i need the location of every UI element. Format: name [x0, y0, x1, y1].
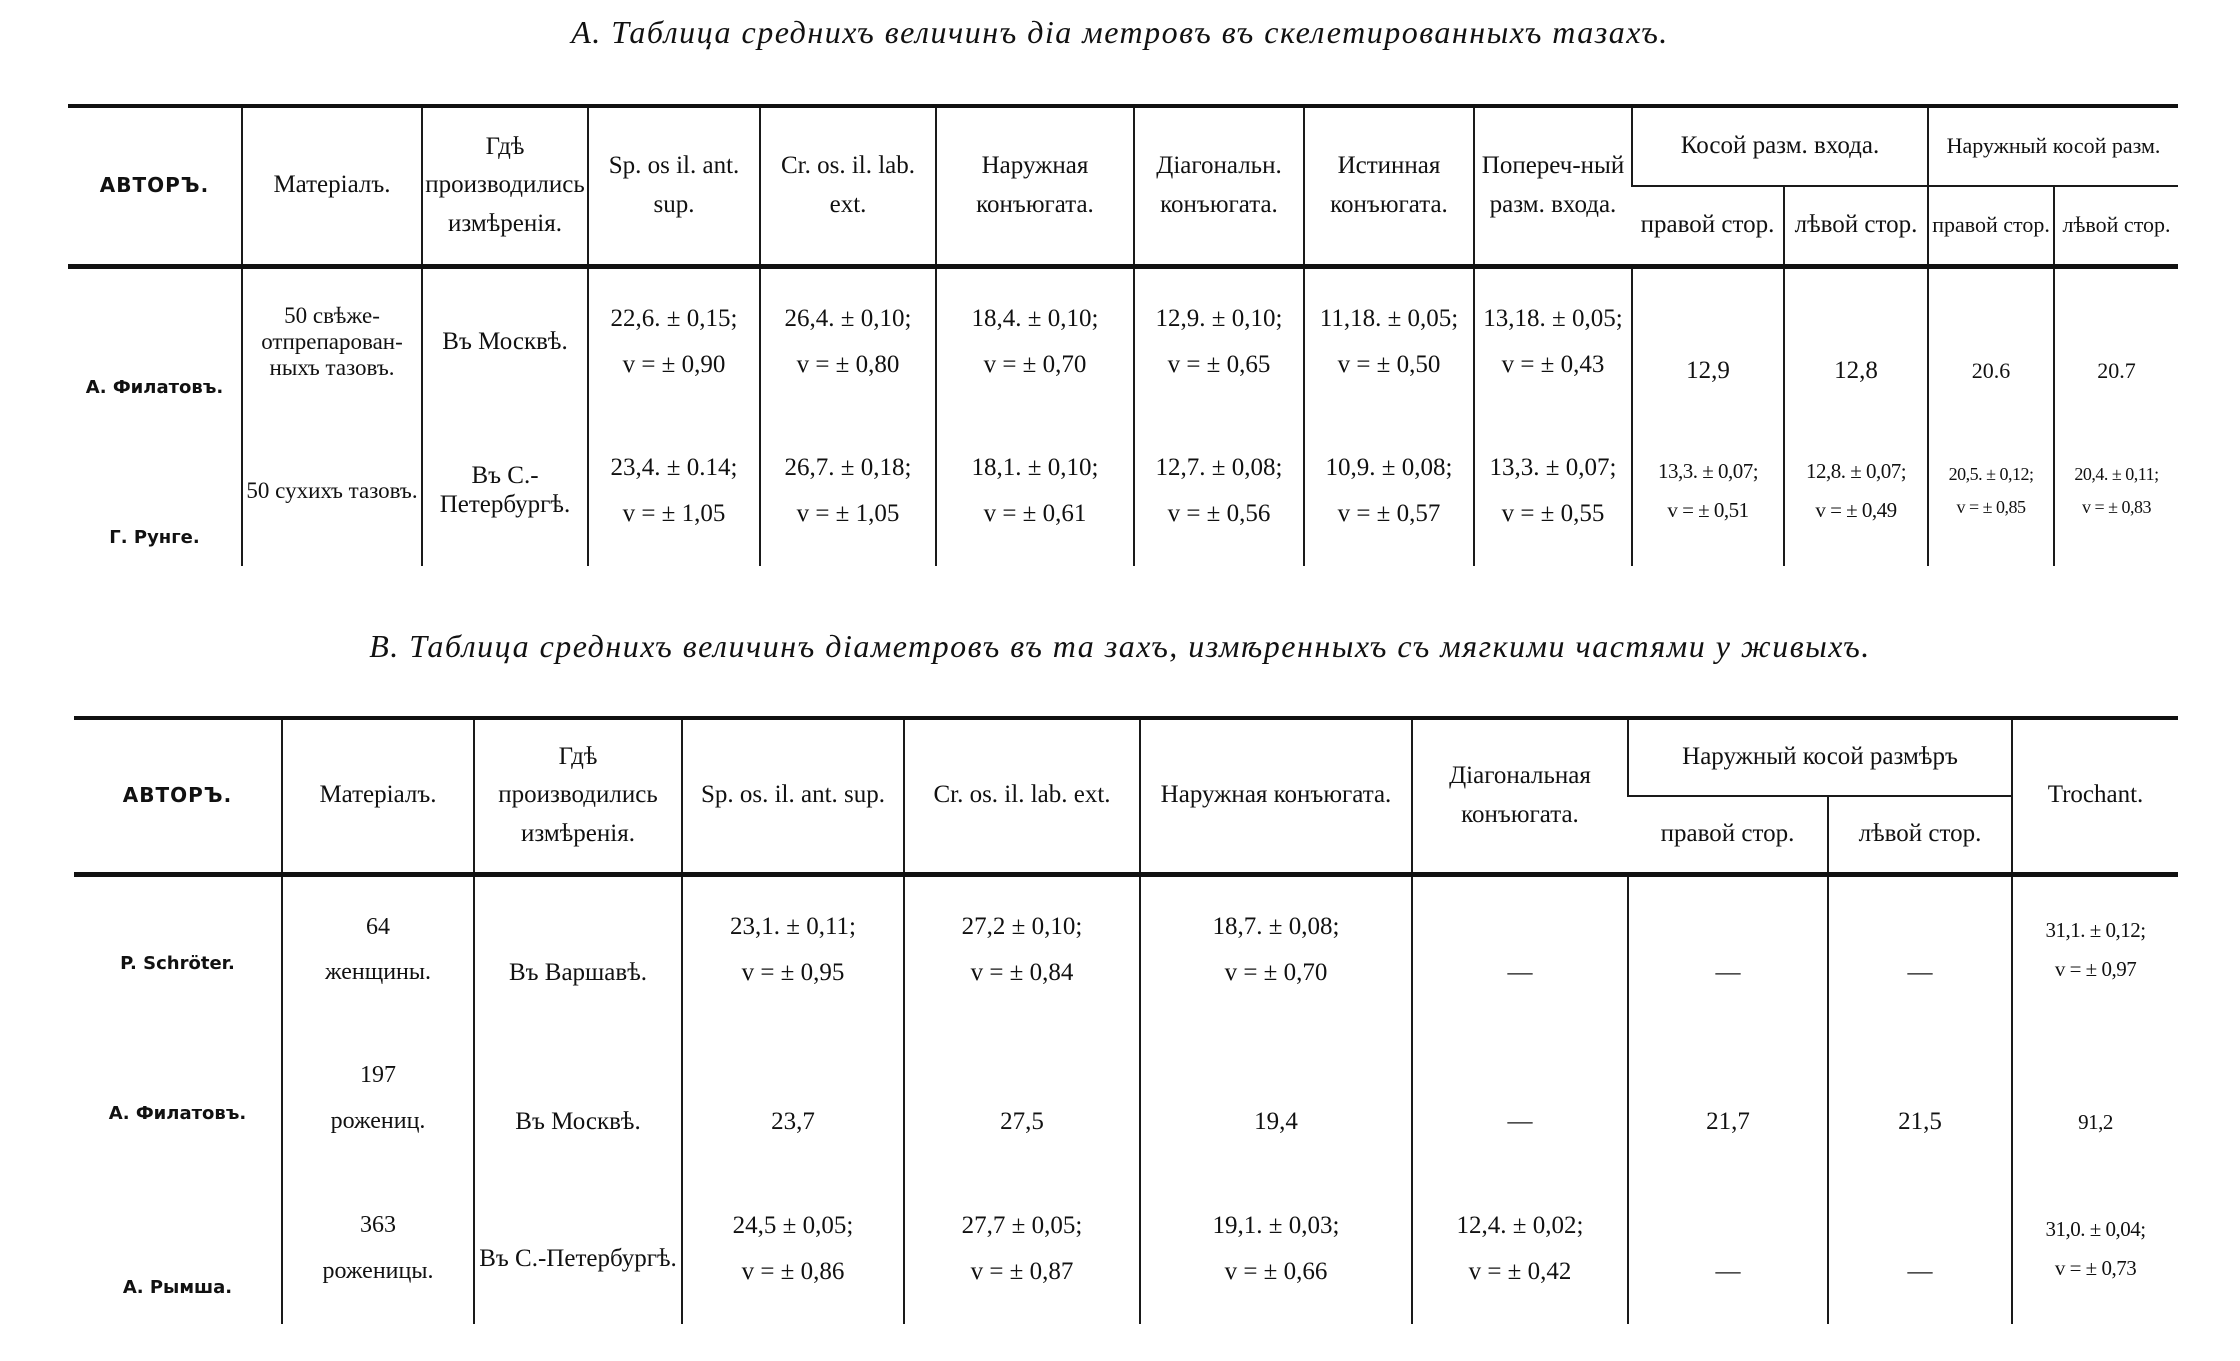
place-cell: Въ С.-Петербургѣ.: [474, 1174, 682, 1324]
sp-cell: 23,1. ± 0,11; v = ± 0,95: [682, 874, 904, 1024]
sp-cell: 22,6. ± 0,15; v = ± 0,90: [588, 266, 760, 416]
table-a-caption: А. Таблица среднихъ величинъ діа метровъ въ скелетированныхъ тазахъ.: [571, 14, 1669, 50]
diag-conj-cell: —: [1412, 874, 1628, 1024]
author-cell: А. Филатовъ.: [108, 1102, 247, 1124]
outer-conj-cell: 19,1. ± 0,03; v = ± 0,66: [1140, 1174, 1412, 1324]
table-row: [68, 266, 2178, 416]
table-a: [68, 104, 2178, 566]
oblique-outer-left-cell: 20.7: [2054, 266, 2178, 416]
cr-cell: 26,4. ± 0,10; v = ± 0,80: [760, 266, 936, 416]
header-oblique-outer: Наружный косой разм.: [1928, 106, 2178, 186]
header-oblique-outer: Наружный косой размѣръ: [1628, 718, 2012, 796]
table-row: [68, 416, 2178, 566]
header-material: Матеріалъ.: [242, 106, 422, 266]
header-cr: Cr. os. il. lab. ext.: [760, 106, 936, 266]
table-row: [74, 1024, 2178, 1174]
cr-cell: 27,7 ± 0,05; v = ± 0,87: [904, 1174, 1140, 1324]
trochant-cell: 31,1. ± 0,12; v = ± 0,97: [2012, 874, 2178, 1024]
header-author: АВТОРЪ.: [74, 718, 282, 874]
sp-cell: 24,5 ± 0,05; v = ± 0,86: [682, 1174, 904, 1324]
header-material: Матеріалъ.: [282, 718, 474, 874]
table-a-header: [68, 106, 2178, 266]
trochant-cell: 91,2: [2012, 1024, 2178, 1174]
oblique-outer-right-cell: —: [1628, 1174, 1828, 1324]
table-row: [74, 1174, 2178, 1324]
header-place: Гдѣ производились измѣренія.: [474, 718, 682, 874]
material-cell: 50 свѣже-отпрепарован-ныхъ тазовъ.: [242, 266, 422, 416]
header-true-conj: Истинная конъюгата.: [1304, 106, 1474, 266]
header-place: Гдѣ производились измѣренія.: [422, 106, 588, 266]
oblique-outer-left-cell: 21,5: [1828, 1024, 2012, 1174]
table-b-header: [74, 718, 2178, 874]
header-oblique-entry: Косой разм. входа.: [1632, 106, 1928, 186]
header-sp: Sp. os il. ant. sup.: [588, 106, 760, 266]
place-cell: Въ Москвѣ.: [474, 1024, 682, 1174]
diag-conj-cell: 12,7. ± 0,08; v = ± 0,56: [1134, 416, 1304, 566]
oblique-outer-left-cell: 20,4. ± 0,11; v = ± 0,83: [2054, 416, 2178, 566]
transverse-cell: 13,18. ± 0,05; v = ± 0,43: [1474, 266, 1632, 416]
header-outer-conj: Наружная конъюгата.: [936, 106, 1134, 266]
outer-conj-cell: 18,4. ± 0,10; v = ± 0,70: [936, 266, 1134, 416]
header-oblique-outer-right: правой стор.: [1628, 796, 1828, 874]
oblique-entry-right-cell: 12,9: [1632, 266, 1784, 416]
cr-cell: 26,7. ± 0,18; v = ± 1,05: [760, 416, 936, 566]
place-cell: Въ Варшавѣ.: [474, 874, 682, 1024]
place-cell: Въ Москвѣ.: [422, 266, 588, 416]
oblique-outer-left-cell: —: [1828, 1174, 2012, 1324]
header-diag-conj: Діагональн. конъюгата.: [1134, 106, 1304, 266]
header-oblique-outer-left: лѣвой стор.: [1828, 796, 2012, 874]
oblique-outer-right-cell: 20,5. ± 0,12; v = ± 0,85: [1928, 416, 2054, 566]
table-b: [74, 716, 2178, 1324]
material-cell: 64 женщины.: [282, 874, 474, 1024]
header-oblique-entry-left: лѣвой стор.: [1784, 186, 1928, 266]
material-cell: 197 рожениц.: [282, 1024, 474, 1174]
table-row: [74, 874, 2178, 1024]
header-outer-conj: Наружная конъюгата.: [1140, 718, 1412, 874]
oblique-outer-right-cell: —: [1628, 874, 1828, 1024]
header-author: АВТОРЪ.: [68, 106, 242, 266]
oblique-outer-right-cell: 21,7: [1628, 1024, 1828, 1174]
cr-cell: 27,5: [904, 1024, 1140, 1174]
oblique-entry-left-cell: 12,8: [1784, 266, 1928, 416]
oblique-outer-right-cell: 20.6: [1928, 266, 2054, 416]
outer-conj-cell: 18,1. ± 0,10; v = ± 0,61: [936, 416, 1134, 566]
sp-cell: 23,4. ± 0.14; v = ± 1,05: [588, 416, 760, 566]
oblique-entry-left-cell: 12,8. ± 0,07; v = ± 0,49: [1784, 416, 1928, 566]
author-cell: А. Филатовъ.: [85, 376, 224, 398]
material-cell: 363 роженицы.: [282, 1174, 474, 1324]
author-cell: P. Schröter.: [120, 952, 235, 974]
author-cell: Г. Рунге.: [109, 526, 200, 548]
place-cell: Въ С.-Петербургѣ.: [422, 416, 588, 566]
header-transverse: Попереч-ный разм. входа.: [1474, 106, 1632, 266]
material-cell: 50 сухихъ тазовъ.: [242, 416, 422, 566]
diag-conj-cell: 12,9. ± 0,10; v = ± 0,65: [1134, 266, 1304, 416]
outer-conj-cell: 18,7. ± 0,08; v = ± 0,70: [1140, 874, 1412, 1024]
header-diag-conj: Діагональная конъюгата.: [1412, 718, 1628, 874]
true-conj-cell: 10,9. ± 0,08; v = ± 0,57: [1304, 416, 1474, 566]
header-cr: Cr. os. il. lab. ext.: [904, 718, 1140, 874]
diag-conj-cell: —: [1412, 1024, 1628, 1174]
header-sp: Sp. os. il. ant. sup.: [682, 718, 904, 874]
author-cell: А. Рымша.: [122, 1276, 233, 1298]
oblique-outer-left-cell: —: [1828, 874, 2012, 1024]
sp-cell: 23,7: [682, 1024, 904, 1174]
header-oblique-outer-right: правой стор.: [1928, 186, 2054, 266]
true-conj-cell: 11,18. ± 0,05; v = ± 0,50: [1304, 266, 1474, 416]
header-oblique-entry-right: правой стор.: [1632, 186, 1784, 266]
trochant-cell: 31,0. ± 0,04; v = ± 0,73: [2012, 1174, 2178, 1324]
outer-conj-cell: 19,4: [1140, 1024, 1412, 1174]
oblique-entry-right-cell: 13,3. ± 0,07; v = ± 0,51: [1632, 416, 1784, 566]
transverse-cell: 13,3. ± 0,07; v = ± 0,55: [1474, 416, 1632, 566]
diag-conj-cell: 12,4. ± 0,02; v = ± 0,42: [1412, 1174, 1628, 1324]
header-oblique-outer-left: лѣвой стор.: [2054, 186, 2178, 266]
cr-cell: 27,2 ± 0,10; v = ± 0,84: [904, 874, 1140, 1024]
header-trochant: Trochant.: [2012, 718, 2178, 874]
table-b-caption: B. Таблица среднихъ величинъ діаметровъ въ та захъ, измѣренныхъ съ мягкими частями у живыхъ.: [369, 628, 1871, 664]
